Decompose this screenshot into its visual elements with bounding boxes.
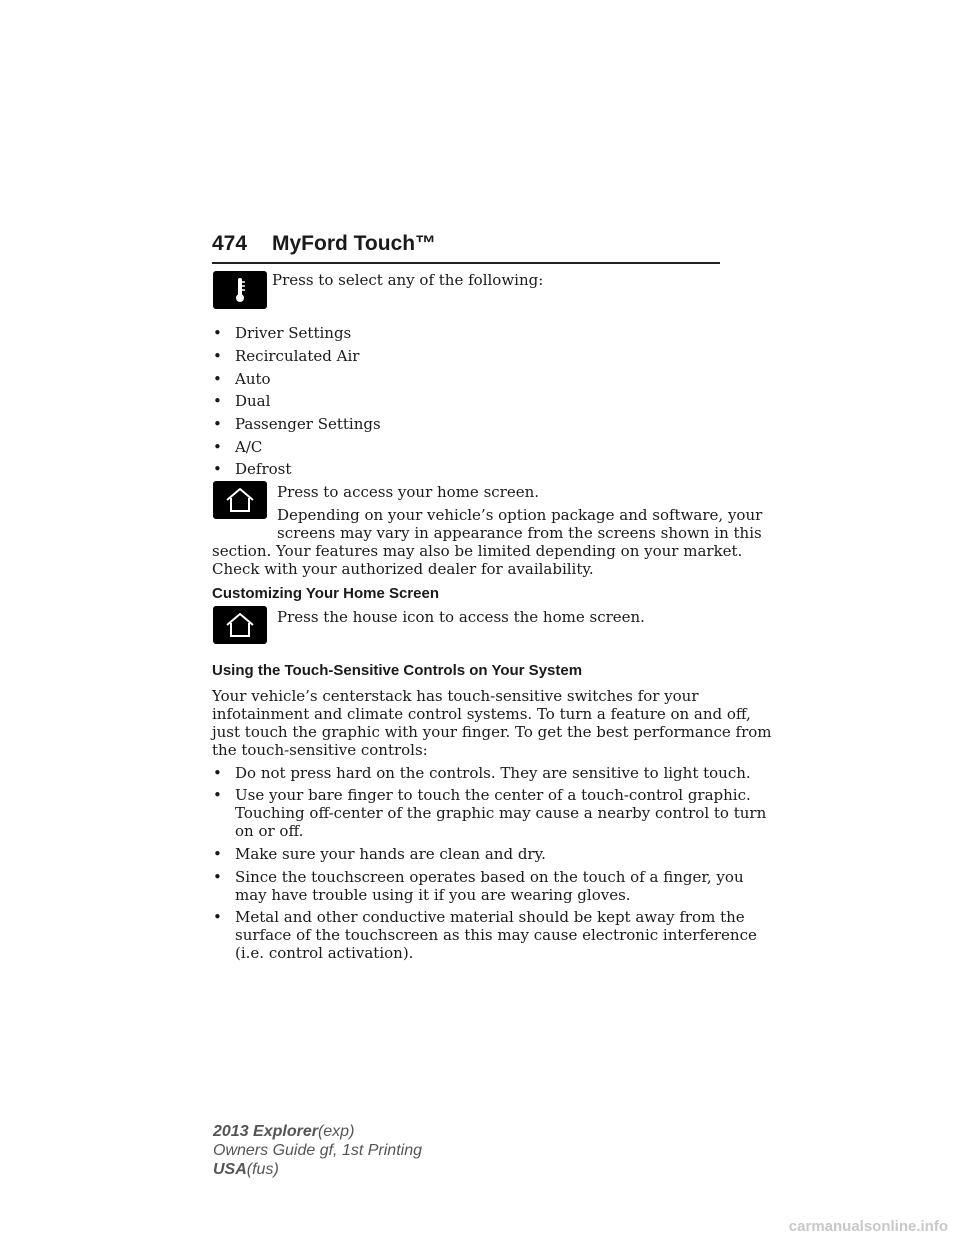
climate-intro: Press to select any of the following: [272, 271, 544, 289]
paragraph-line: Your vehicle’s centerstack has touch-sensitive switches for your [212, 687, 699, 705]
customizing-text: Press the house icon to access the home screen. [277, 608, 645, 626]
list-item-continuation: surface of the touchscreen as this may cause electronic interference [235, 926, 757, 944]
manual-page: 474 MyFord Touch™ Press to select any of the following: • Driver Settings • Recirculated Air • Auto • Dual • Passenger Settings • A/C • Defrost Press to access your home screen. Depending on your vehicle’s option package and software, your screens may vary in appearance from the screens shown in this section. Your features may also be limited depending on your market. Check with your authorized dealer for availability. Customizing Your Home Screen Press the house icon to access the home screen. Using the Touch-Sensitive Controls on Your System Your vehicle’s centerstack has touch-sensitive switches for your infotainment and climate control systems. To turn a feature on and off, just touch the graphic with your finger. To get the best performance from the touch-sensitive controls: • Do not press hard on the controls. They are sensitive to light touch. • Use your bare finger to touch the center of a touch-control graphic. Touching off-center of the graphic may cause a nearby control to turn on or off. • Make sure your hands are clean and dry. • Since the touchscreen operates based on the touch of a finger, you may have trouble using it if you are wearing gloves. • Metal and other conductive material should be kept away from the surface of the touchscreen as this may cause electronic interference (i.e. control activation). 2013 Explorer(exp) Owners Guide gf, 1st Printing USA(fus) carmanualsonline.info [212, 232, 948, 1235]
chapter-title: MyFord Touch™ [272, 232, 437, 255]
page-header [212, 232, 720, 264]
paragraph-line: Depending on your vehicle’s option package and software, your [277, 506, 763, 524]
house-icon [213, 606, 267, 644]
home-screen-text: Press to access your home screen. [277, 483, 540, 501]
paragraph-line: just touch the graphic with your finger. To get the best performance from [212, 723, 772, 741]
footer-line: 2013 Explorer(exp) [213, 1123, 355, 1140]
thermometer-icon [213, 271, 267, 309]
list-item-continuation: may have trouble using it if you are wearing gloves. [235, 886, 631, 904]
watermark: carmanualsonline.info [788, 1218, 948, 1235]
page-number: 474 [212, 232, 248, 255]
page-footer [213, 1122, 422, 1179]
list-item-continuation: on or off. [235, 822, 304, 840]
section-heading-customizing: Customizing Your Home Screen [212, 585, 439, 602]
paragraph-line: infotainment and climate control systems. To turn a feature on and off, [212, 705, 751, 723]
list-item-continuation: Touching off-center of the graphic may cause a nearby control to turn [235, 804, 767, 822]
house-icon [213, 481, 267, 519]
section-heading-touch-controls: Using the Touch-Sensitive Controls on Your System [212, 662, 583, 679]
paragraph-line: section. Your features may also be limited depending on your market. [212, 542, 743, 560]
paragraph-line: screens may vary in appearance from the screens shown in this [277, 524, 762, 542]
paragraph-line: Check with your authorized dealer for availability. [212, 560, 594, 578]
footer-line: USA(fus) [213, 1161, 279, 1178]
paragraph-line: the touch-sensitive controls: [212, 741, 428, 759]
list-item-continuation: (i.e. control activation). [235, 944, 414, 962]
footer-line: Owners Guide gf, 1st Printing [213, 1142, 422, 1159]
